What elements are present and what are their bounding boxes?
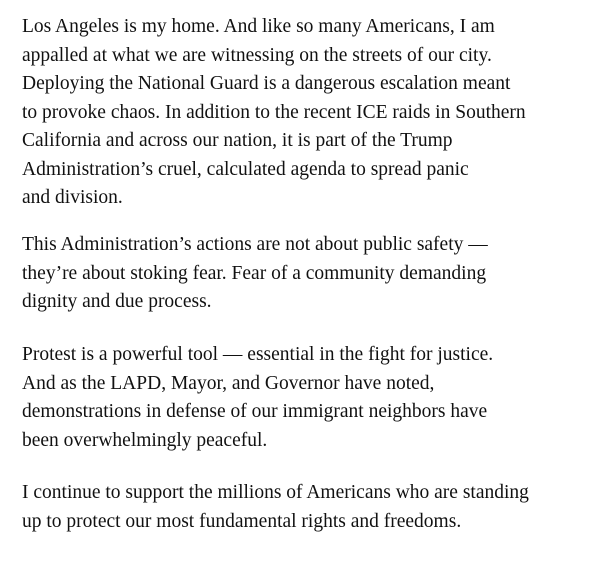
paragraph-line: Deploying the National Guard is a dangerous escalation meant (22, 73, 511, 94)
paragraph-line: dignity and due process. (22, 291, 212, 312)
paragraph-line: I continue to support the millions of Americans who are standing (22, 482, 529, 503)
paragraph-line: California and across our nation, it is part of the Trump (22, 130, 453, 151)
paragraph-2 (22, 231, 488, 317)
paragraph-line: Protest is a powerful tool — essential in the fight for justice. (22, 344, 494, 365)
paragraph-3 (22, 341, 493, 455)
paragraph-line: to provoke chaos. In addition to the recent ICE raids in Southern (22, 101, 526, 123)
paragraph-line: appalled at what we are witnessing on the streets of our city. (22, 44, 492, 66)
paragraph-line: Administration’s cruel, calculated agenda to spread panic (22, 158, 469, 180)
paragraph-line: up to protect our most fundamental rights and freedoms. (22, 510, 462, 532)
paragraph-line: been overwhelmingly peaceful. (22, 429, 268, 451)
paragraph-1 (22, 13, 526, 213)
paragraph-line: And as the LAPD, Mayor, and Governor have noted, (22, 372, 435, 394)
paragraph-line: and division. (22, 187, 123, 208)
paragraph-line: Los Angeles is my home. And like so many Americans, I am (22, 16, 495, 37)
paragraph-4 (22, 479, 529, 536)
paragraph-line: demonstrations in defense of our immigrant neighbors have (22, 401, 488, 422)
paragraph-line: This Administration’s actions are not about public safety — (22, 234, 488, 255)
paragraph-line: they’re about stoking fear. Fear of a community demanding (22, 262, 487, 284)
